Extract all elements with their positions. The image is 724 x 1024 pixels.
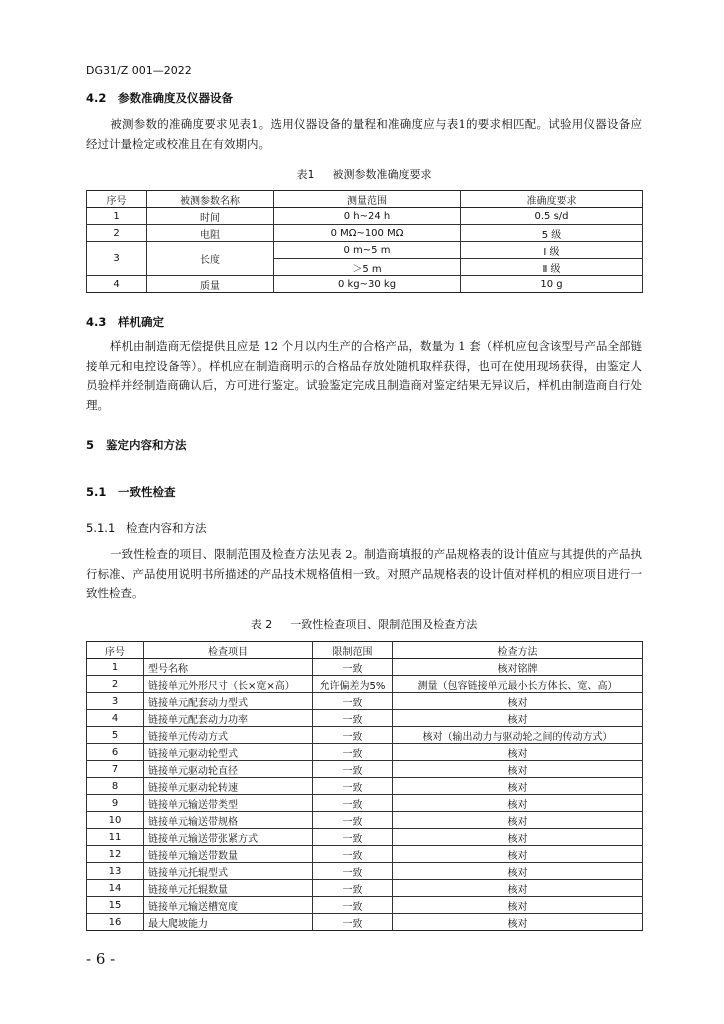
table-cell: 3 — [87, 693, 144, 710]
table-row — [87, 863, 643, 880]
table-cell: 2 — [87, 676, 144, 693]
table-cell: 0 h~24 h — [274, 208, 461, 225]
table-cell: 链接单元外形尺寸（长×宽×高） — [144, 676, 313, 693]
table-row — [87, 897, 643, 914]
table2-caption — [86, 616, 642, 632]
table-cell: 链接单元驱动轮转速 — [144, 778, 313, 795]
table1-caption — [86, 166, 642, 182]
table-cell: 一致 — [313, 761, 393, 778]
table-cell: 一致 — [313, 795, 393, 812]
table-header-row — [87, 642, 643, 659]
table-cell: 一致 — [313, 659, 393, 676]
table-cell: 质量 — [147, 276, 274, 293]
table-cell: 最大爬坡能力 — [144, 914, 313, 931]
header-cell: 检查方法 — [393, 642, 643, 659]
table-cell: 核对 — [393, 812, 643, 829]
table-cell: 11 — [87, 829, 144, 846]
paragraph-consistency — [86, 545, 642, 604]
paragraph-text: 样机由制造商无偿提供且应是 12 个月以内生产的合格产品，数量为 1 套（样机应包含该型号产品全部链接单元和电控设备等）。样机应在制造商明示的合格品存放处随机取样获得，也可在使用现场获得，由鉴定人员验样并经制造商确认后，方可进行鉴定。试验鉴定完成且制造商对鉴定结果无异议后，样机由制造商自行处理。 — [86, 339, 642, 412]
table-1-accuracy — [86, 190, 643, 293]
table-cell: 核对（输出动力与驱动轮之间的传动方式） — [393, 727, 643, 744]
table-cell: 链接单元配套动力型式 — [144, 693, 313, 710]
table-cell: 一致 — [313, 897, 393, 914]
table-cell: 一致 — [313, 744, 393, 761]
table-cell: 电阻 — [147, 225, 274, 242]
table-cell: 核对 — [393, 710, 643, 727]
table-cell: 15 — [87, 897, 144, 914]
table-row — [87, 846, 643, 863]
section-title: 样机确定 — [118, 315, 164, 329]
table-cell: 16 — [87, 914, 144, 931]
table-cell: 核对 — [393, 863, 643, 880]
table-row — [87, 795, 643, 812]
table-cell: 1 — [87, 208, 147, 225]
page-number: - 6 - — [86, 950, 116, 968]
table-row — [87, 242, 643, 259]
section-number: 4.2 — [86, 91, 107, 105]
table-cell: 0 m~5 m — [274, 242, 461, 259]
table-label: 表1 — [296, 168, 315, 181]
header-cell: 被测参数名称 — [147, 191, 274, 208]
table-cell: 一致 — [313, 693, 393, 710]
table-row — [87, 880, 643, 897]
table-cell: 4 — [87, 710, 144, 727]
table-cell: 0 MΩ~100 MΩ — [274, 225, 461, 242]
table-cell: 核对 — [393, 744, 643, 761]
section-number: 4.3 — [86, 315, 107, 329]
header-cell: 限制范围 — [313, 642, 393, 659]
table-row — [87, 276, 643, 293]
table-cell: 一致 — [313, 829, 393, 846]
table-cell: 5 级 — [461, 225, 643, 242]
table-cell: 9 — [87, 795, 144, 812]
header-cell: 序号 — [87, 191, 147, 208]
section-5-1-heading — [86, 484, 176, 500]
table-cell: 一致 — [313, 812, 393, 829]
header-cell: 测量范围 — [274, 191, 461, 208]
table-cell: 7 — [87, 761, 144, 778]
table-cell: 链接单元配套动力功率 — [144, 710, 313, 727]
table-row — [87, 676, 643, 693]
table-cell: 10 — [87, 812, 144, 829]
table-row — [87, 659, 643, 676]
table-title: 被测参数准确度要求 — [332, 168, 432, 181]
table-cell: 核对 — [393, 778, 643, 795]
table-row — [87, 914, 643, 931]
table-cell: 链接单元托辊型式 — [144, 863, 313, 880]
section-title: 参数准确度及仪器设备 — [118, 91, 233, 105]
table-cell: 一致 — [313, 846, 393, 863]
table-cell: 5 — [87, 727, 144, 744]
section-5-1-1-heading — [86, 520, 207, 536]
table-label: 表 2 — [250, 618, 273, 631]
table-row — [87, 744, 643, 761]
table-row — [87, 225, 643, 242]
table-cell: 链接单元输送带张紧方式 — [144, 829, 313, 846]
table-row — [87, 693, 643, 710]
table-cell: 0 kg~30 kg — [274, 276, 461, 293]
table-cell: 链接单元输送带类型 — [144, 795, 313, 812]
table-cell: 链接单元输送槽宽度 — [144, 897, 313, 914]
table-cell: 链接单元托辊数量 — [144, 880, 313, 897]
header-cell: 序号 — [87, 642, 144, 659]
table-cell: Ⅰ 级 — [461, 242, 643, 259]
section-title: 检查内容和方法 — [126, 521, 207, 535]
table-title: 一致性检查项目、限制范围及检查方法 — [290, 618, 478, 631]
table-cell: 一致 — [313, 727, 393, 744]
table-cell: 长度 — [147, 242, 274, 276]
table-cell: 核对 — [393, 693, 643, 710]
table-cell: 14 — [87, 880, 144, 897]
table-cell: 时间 — [147, 208, 274, 225]
table-2-consistency — [86, 641, 643, 931]
table-cell: 一致 — [313, 863, 393, 880]
table-cell: 测量（包容链接单元最小长方体长、宽、高） — [393, 676, 643, 693]
table-cell: 3 — [87, 242, 147, 276]
table-header-row — [87, 191, 643, 208]
table-cell: 核对 — [393, 795, 643, 812]
table-cell: ＞5 m — [274, 259, 461, 276]
table-cell: 允许偏差为5% — [313, 676, 393, 693]
table-cell: 链接单元传动方式 — [144, 727, 313, 744]
section-4-2-heading — [86, 90, 233, 106]
table-cell: 一致 — [313, 778, 393, 795]
table-cell: 一致 — [313, 710, 393, 727]
table-cell: 4 — [87, 276, 147, 293]
standard-number-header: DG31/Z 001—2022 — [86, 64, 192, 77]
table-cell: 核对 — [393, 761, 643, 778]
section-title: 鉴定内容和方法 — [106, 438, 187, 452]
table-cell: 核对 — [393, 846, 643, 863]
section-5-heading — [86, 437, 187, 453]
table-cell: 链接单元输送带数量 — [144, 846, 313, 863]
table-cell: 型号名称 — [144, 659, 313, 676]
table-cell: 0.5 s/d — [461, 208, 643, 225]
section-number: 5 — [86, 438, 95, 452]
table-cell: 1 — [87, 659, 144, 676]
paragraph-text: 一致性检查的项目、限制范围及检查方法见表 2。制造商填报的产品规格表的设计值应与其提供的产品执行标准、产品使用说明书所描述的产品技术规格值相一致。对照产品规格表的设计值对样机的相应项目进行一致性检查。 — [86, 547, 642, 600]
table-cell: 10 g — [461, 276, 643, 293]
header-cell: 准确度要求 — [461, 191, 643, 208]
table-cell: 一致 — [313, 914, 393, 931]
table-cell: 8 — [87, 778, 144, 795]
table-cell: 链接单元输送带规格 — [144, 812, 313, 829]
table-row — [87, 829, 643, 846]
table-cell: 6 — [87, 744, 144, 761]
paragraph-sample — [86, 337, 642, 415]
table-row — [87, 710, 643, 727]
table-cell: 核对 — [393, 829, 643, 846]
table-cell: Ⅱ 级 — [461, 259, 643, 276]
table-row — [87, 208, 643, 225]
section-number: 5.1 — [86, 485, 107, 499]
section-number: 5.1.1 — [86, 521, 116, 535]
table-cell: 13 — [87, 863, 144, 880]
paragraph-text: 被测参数的准确度要求见表1。选用仪器设备的量程和准确度应与表1的要求相匹配。试验用仪器设备应经过计量检定或校准且在有效期内。 — [86, 117, 642, 151]
table-row — [87, 812, 643, 829]
table-cell: 链接单元驱动轮型式 — [144, 744, 313, 761]
section-title: 一致性检查 — [118, 485, 176, 499]
table-cell: 核对 — [393, 880, 643, 897]
table-cell: 核对 — [393, 897, 643, 914]
paragraph-accuracy — [86, 115, 642, 154]
section-4-3-heading — [86, 314, 164, 330]
table-cell: 核对 — [393, 914, 643, 931]
table-cell: 核对铭牌 — [393, 659, 643, 676]
table-cell: 12 — [87, 846, 144, 863]
table-cell: 一致 — [313, 880, 393, 897]
header-cell: 检查项目 — [144, 642, 313, 659]
table-row — [87, 727, 643, 744]
table-cell: 2 — [87, 225, 147, 242]
table-cell: 链接单元驱动轮直径 — [144, 761, 313, 778]
table-row — [87, 778, 643, 795]
table-row — [87, 761, 643, 778]
